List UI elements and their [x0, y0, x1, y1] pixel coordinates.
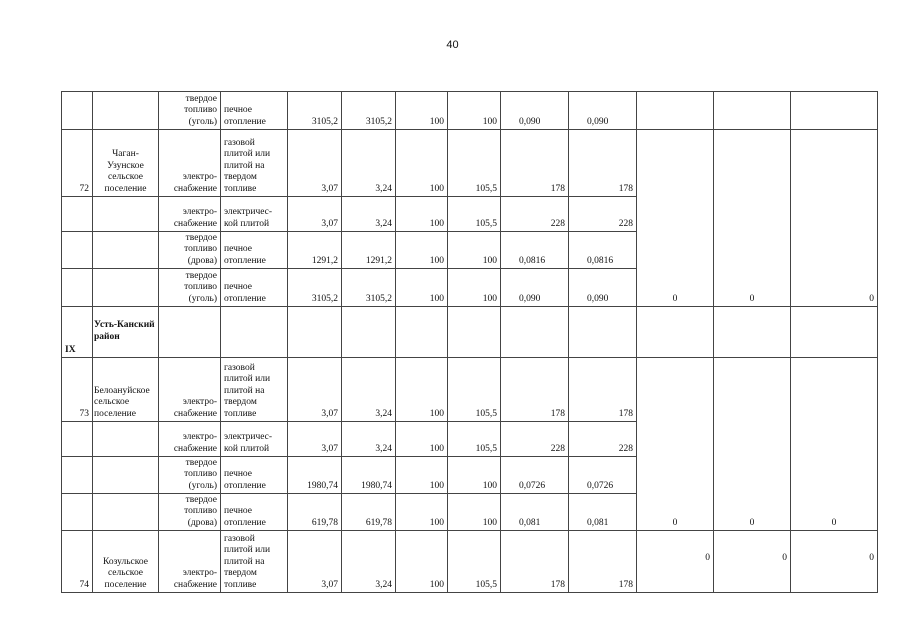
- settlement-name: [93, 92, 159, 130]
- rate-cell: 0,0816: [569, 232, 637, 269]
- tariff-table: [61, 91, 878, 593]
- value-cell: 3,07: [288, 531, 342, 593]
- district-name: Усть-Канский район: [93, 307, 159, 358]
- blank-cell: [342, 307, 396, 358]
- table-row: [62, 531, 878, 593]
- value-cell: 3,07: [288, 197, 342, 232]
- rate-cell: 178: [501, 130, 569, 197]
- group-74-value-a: 0: [637, 531, 714, 593]
- rate-cell: 178: [569, 531, 637, 593]
- value-cell: 619,78: [342, 494, 396, 531]
- value-cell: 619,78: [288, 494, 342, 531]
- percent-cell: 100: [396, 494, 448, 531]
- rate-cell: 0,0726: [501, 457, 569, 494]
- resource-cell: твердое топливо (уголь): [159, 457, 221, 494]
- percent-cell: 100: [448, 232, 501, 269]
- settlement-name: Белоануйское сельское поселение: [93, 358, 159, 422]
- percent-cell: 100: [396, 457, 448, 494]
- settlement-name: [93, 197, 159, 232]
- settlement-name: [93, 422, 159, 457]
- purpose-cell: электричес-кой плитой: [221, 422, 288, 457]
- percent-cell: 100: [396, 130, 448, 197]
- resource-cell: электро-снабжение: [159, 531, 221, 593]
- value-cell: 3,24: [342, 422, 396, 457]
- row-number: [62, 92, 93, 130]
- group-73-value-b: 0: [714, 358, 791, 531]
- group-73-value-c: 0: [791, 358, 878, 531]
- purpose-cell: печное отопление: [221, 269, 288, 307]
- percent-cell: 105,5: [448, 358, 501, 422]
- table-row: [62, 130, 878, 197]
- value-cell: 3,24: [342, 130, 396, 197]
- rate-cell: 228: [569, 197, 637, 232]
- settlement-name: Чаган-Узунское сельское поселение: [93, 130, 159, 197]
- value-cell: 3,07: [288, 358, 342, 422]
- purpose-cell: газовой плитой или плитой на твердом топливе: [221, 130, 288, 197]
- rate-cell: 0,090: [501, 92, 569, 130]
- purpose-cell: печное отопление: [221, 232, 288, 269]
- rate-cell: 178: [569, 358, 637, 422]
- percent-cell: 100: [448, 269, 501, 307]
- resource-cell: твердое топливо (дрова): [159, 232, 221, 269]
- blank-cell: [448, 307, 501, 358]
- settlement-name: [93, 269, 159, 307]
- purpose-cell: электричес-кой плитой: [221, 197, 288, 232]
- blank-cell: [637, 307, 714, 358]
- percent-cell: 100: [448, 92, 501, 130]
- rate-cell: 0,090: [569, 92, 637, 130]
- row-number: [62, 457, 93, 494]
- resource-cell: твердое топливо (уголь): [159, 269, 221, 307]
- percent-cell: 105,5: [448, 422, 501, 457]
- value-cell: 3105,2: [342, 92, 396, 130]
- purpose-cell: печное отопление: [221, 457, 288, 494]
- row-number: 72: [62, 130, 93, 197]
- district-number: IX: [62, 307, 93, 358]
- blank-cell: [159, 307, 221, 358]
- district-header-row: [62, 307, 878, 358]
- rate-cell: 228: [501, 197, 569, 232]
- value-cell: 1980,74: [342, 457, 396, 494]
- blank-cell: [501, 307, 569, 358]
- resource-cell: электро-снабжение: [159, 358, 221, 422]
- value-cell: 3,07: [288, 130, 342, 197]
- blank-cell: [221, 307, 288, 358]
- group-74-value-c: 0: [791, 531, 878, 593]
- resource-cell: электро-снабжение: [159, 422, 221, 457]
- rate-cell: 228: [569, 422, 637, 457]
- rate-cell: 0,0816: [501, 232, 569, 269]
- percent-cell: 100: [396, 232, 448, 269]
- blank-cell: [714, 307, 791, 358]
- rate-cell: 0,090: [501, 269, 569, 307]
- blank-cell: [791, 307, 878, 358]
- blank-cell: [637, 92, 714, 130]
- table-row: [62, 358, 878, 422]
- group-74-value-b: 0: [714, 531, 791, 593]
- row-number: [62, 232, 93, 269]
- resource-cell: твердое топливо (дрова): [159, 494, 221, 531]
- percent-cell: 105,5: [448, 130, 501, 197]
- settlement-name: Козульское сельское поселение: [93, 531, 159, 593]
- resource-cell: электро-снабжение: [159, 130, 221, 197]
- resource-cell: твердое топливо (уголь): [159, 92, 221, 130]
- group-73-value-a: 0: [637, 358, 714, 531]
- rate-cell: 178: [501, 531, 569, 593]
- group-72-value-b: 0: [714, 130, 791, 307]
- purpose-cell: печное отопление: [221, 494, 288, 531]
- percent-cell: 105,5: [448, 531, 501, 593]
- rate-cell: 0,0726: [569, 457, 637, 494]
- value-cell: 3,24: [342, 531, 396, 593]
- percent-cell: 100: [448, 457, 501, 494]
- blank-cell: [288, 307, 342, 358]
- value-cell: 3,07: [288, 422, 342, 457]
- percent-cell: 100: [396, 269, 448, 307]
- value-cell: 3105,2: [288, 269, 342, 307]
- row-number: [62, 269, 93, 307]
- row-number: 74: [62, 531, 93, 593]
- page-number: 40: [446, 39, 459, 51]
- value-cell: 1980,74: [288, 457, 342, 494]
- resource-cell: электро-снабжение: [159, 197, 221, 232]
- percent-cell: 100: [396, 358, 448, 422]
- blank-cell: [396, 307, 448, 358]
- rate-cell: 0,081: [569, 494, 637, 531]
- row-number: 73: [62, 358, 93, 422]
- row-number: [62, 422, 93, 457]
- percent-cell: 100: [396, 422, 448, 457]
- purpose-cell: газовой плитой или плитой на твердом топливе: [221, 531, 288, 593]
- percent-cell: 100: [396, 92, 448, 130]
- settlement-name: [93, 457, 159, 494]
- blank-cell: [791, 92, 878, 130]
- value-cell: 1291,2: [342, 232, 396, 269]
- table-row: [62, 92, 878, 130]
- percent-cell: 100: [448, 494, 501, 531]
- value-cell: 1291,2: [288, 232, 342, 269]
- percent-cell: 100: [396, 197, 448, 232]
- value-cell: 3,24: [342, 358, 396, 422]
- settlement-name: [93, 494, 159, 531]
- rate-cell: 0,081: [501, 494, 569, 531]
- purpose-cell: газовой плитой или плитой на твердом топливе: [221, 358, 288, 422]
- rate-cell: 228: [501, 422, 569, 457]
- rate-cell: 178: [501, 358, 569, 422]
- value-cell: 3105,2: [342, 269, 396, 307]
- row-number: [62, 494, 93, 531]
- group-72-value-c: 0: [791, 130, 878, 307]
- value-cell: 3,24: [342, 197, 396, 232]
- group-72-value-a: 0: [637, 130, 714, 307]
- purpose-cell: печное отопление: [221, 92, 288, 130]
- settlement-name: [93, 232, 159, 269]
- percent-cell: 105,5: [448, 197, 501, 232]
- row-number: [62, 197, 93, 232]
- blank-cell: [569, 307, 637, 358]
- rate-cell: 0,090: [569, 269, 637, 307]
- value-cell: 3105,2: [288, 92, 342, 130]
- rate-cell: 178: [569, 130, 637, 197]
- percent-cell: 100: [396, 531, 448, 593]
- blank-cell: [714, 92, 791, 130]
